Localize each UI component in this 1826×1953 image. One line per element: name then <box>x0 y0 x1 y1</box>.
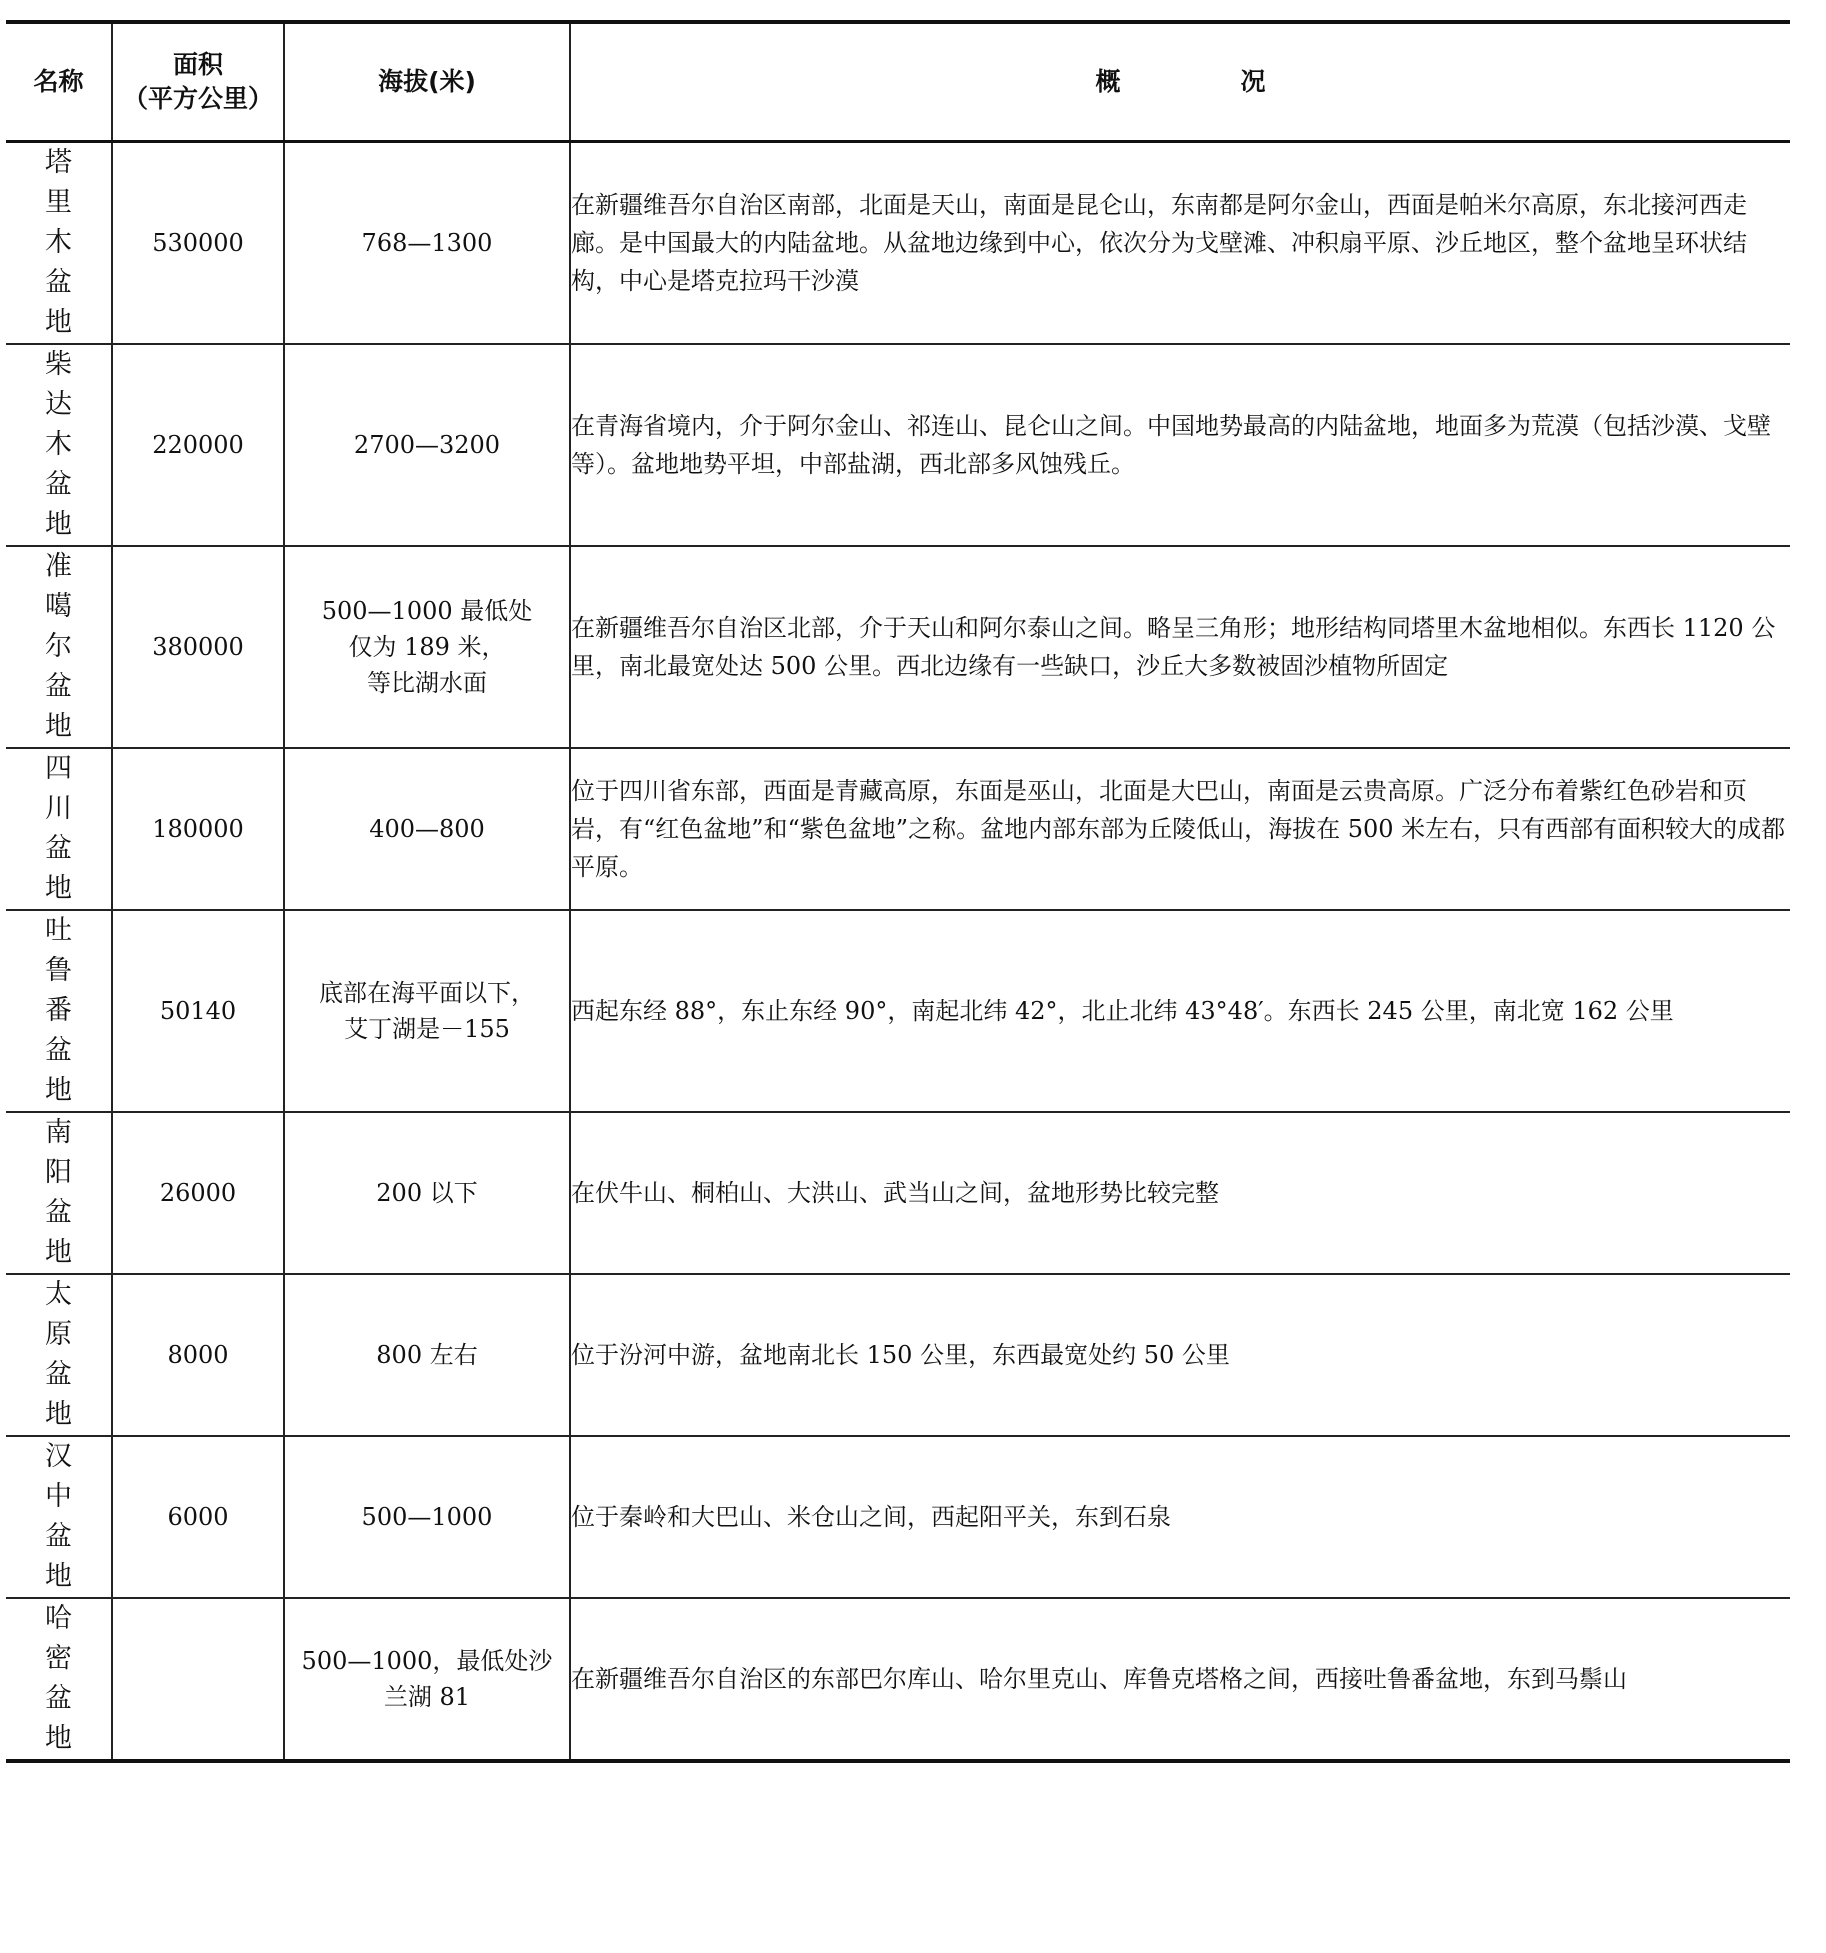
basin-altitude <box>284 546 570 748</box>
table-row <box>6 142 1790 345</box>
basin-name: 太原盆地 <box>45 1279 72 1430</box>
table-row <box>6 546 1790 748</box>
table-row <box>6 1112 1790 1274</box>
basin-name-cell <box>6 344 112 546</box>
basin-area: 180000 <box>112 748 284 910</box>
basin-name: 哈密盆地 <box>45 1603 72 1754</box>
basin-altitude <box>284 910 570 1112</box>
basin-altitude <box>284 1112 570 1274</box>
header-description-text: 概况 <box>1095 67 1386 96</box>
basin-name: 四川盆地 <box>45 753 72 904</box>
basin-description: 位于秦岭和大巴山、米仓山之间，西起阳平关，东到石泉 <box>570 1436 1790 1598</box>
basin-area: 380000 <box>112 546 284 748</box>
altitude-line: 500—1000 <box>361 1503 493 1531</box>
basin-name: 汉中盆地 <box>45 1441 72 1592</box>
header-area <box>112 22 284 142</box>
basin-description: 位于汾河中游，盆地南北长 150 公里，东西最宽处约 50 公里 <box>570 1274 1790 1436</box>
table-row <box>6 1598 1790 1761</box>
basin-altitude <box>284 1436 570 1598</box>
basin-area: 6000 <box>112 1436 284 1598</box>
basin-area <box>112 1598 284 1761</box>
header-name: 名称 <box>6 22 112 142</box>
basin-area: 530000 <box>112 142 284 345</box>
basin-name: 吐鲁番盆地 <box>45 915 72 1106</box>
table-row <box>6 910 1790 1112</box>
altitude-line: 仅为 189 米， <box>348 633 506 661</box>
table-row <box>6 1436 1790 1598</box>
altitude-line: 800 左右 <box>376 1341 478 1369</box>
basin-altitude <box>284 748 570 910</box>
basin-altitude <box>284 142 570 345</box>
basin-area: 220000 <box>112 344 284 546</box>
basin-description: 在新疆维吾尔自治区北部，介于天山和阿尔泰山之间。略呈三角形；地形结构同塔里木盆地相似。东西长 1120 公里，南北最宽处达 500 公里。西北边缘有一些缺口，沙丘大多数被固沙植物所固定 <box>570 546 1790 748</box>
altitude-line: 等比湖水面 <box>367 669 487 697</box>
basins-table <box>6 20 1790 1763</box>
table-body <box>6 142 1790 1762</box>
header-altitude: 海拔(米) <box>284 22 570 142</box>
basin-name-cell <box>6 1112 112 1274</box>
basin-name-cell <box>6 1274 112 1436</box>
basin-name-cell <box>6 748 112 910</box>
basin-name-cell <box>6 1598 112 1761</box>
basin-description: 在新疆维吾尔自治区的东部巴尔库山、哈尔里克山、库鲁克塔格之间，西接吐鲁番盆地，东到马鬃山 <box>570 1598 1790 1761</box>
altitude-line: 768—1300 <box>361 229 493 257</box>
basin-altitude <box>284 1598 570 1761</box>
header-area-line2: （平方公里） <box>122 84 273 113</box>
header-area-line1: 面积 <box>172 50 223 79</box>
basin-area: 26000 <box>112 1112 284 1274</box>
basin-description: 西起东经 88°，东止东经 90°，南起北纬 42°，北止北纬 43°48′。东西长 245 公里，南北宽 162 公里 <box>570 910 1790 1112</box>
basin-area: 8000 <box>112 1274 284 1436</box>
altitude-line: 艾丁湖是－155 <box>344 1015 510 1043</box>
basin-name: 南阳盆地 <box>45 1117 72 1268</box>
basin-name-cell <box>6 1436 112 1598</box>
altitude-line: 500—1000，最低处沙 <box>301 1647 553 1675</box>
basin-description: 在青海省境内，介于阿尔金山、祁连山、昆仑山之间。中国地势最高的内陆盆地，地面多为荒漠（包括沙漠、戈壁等）。盆地地势平坦，中部盐湖，西北部多风蚀残丘。 <box>570 344 1790 546</box>
basin-name: 柴达木盆地 <box>45 349 72 540</box>
basin-name-cell <box>6 546 112 748</box>
basin-name: 准噶尔盆地 <box>45 551 72 742</box>
altitude-line: 底部在海平面以下， <box>319 979 535 1007</box>
altitude-line: 2700—3200 <box>353 431 501 459</box>
basin-name: 塔里木盆地 <box>45 147 72 338</box>
basin-name-cell <box>6 910 112 1112</box>
altitude-line: 200 以下 <box>376 1179 478 1207</box>
basin-name-cell <box>6 142 112 345</box>
header-description <box>570 22 1790 142</box>
table-row <box>6 748 1790 910</box>
altitude-line: 400—800 <box>369 815 485 843</box>
basin-description: 在伏牛山、桐柏山、大洪山、武当山之间，盆地形势比较完整 <box>570 1112 1790 1274</box>
basin-area: 50140 <box>112 910 284 1112</box>
table-row <box>6 344 1790 546</box>
table-row <box>6 1274 1790 1436</box>
table-header <box>6 22 1790 142</box>
basin-description: 位于四川省东部，西面是青藏高原，东面是巫山，北面是大巴山，南面是云贵高原。广泛分布着紫红色砂岩和页岩，有“红色盆地”和“紫色盆地”之称。盆地内部东部为丘陵低山，海拔在 500 米左右，只有西部有面积较大的成都平原。 <box>570 748 1790 910</box>
basin-description: 在新疆维吾尔自治区南部，北面是天山，南面是昆仑山，东南都是阿尔金山，西面是帕米尔高原，东北接河西走廊。是中国最大的内陆盆地。从盆地边缘到中心，依次分为戈壁滩、冲积扇平原、沙丘地区，整个盆地呈环状结构，中心是塔克拉玛干沙漠 <box>570 142 1790 345</box>
altitude-line: 500—1000 最低处 <box>321 597 533 625</box>
altitude-line: 兰湖 81 <box>383 1683 471 1711</box>
basin-altitude <box>284 344 570 546</box>
basin-altitude <box>284 1274 570 1436</box>
